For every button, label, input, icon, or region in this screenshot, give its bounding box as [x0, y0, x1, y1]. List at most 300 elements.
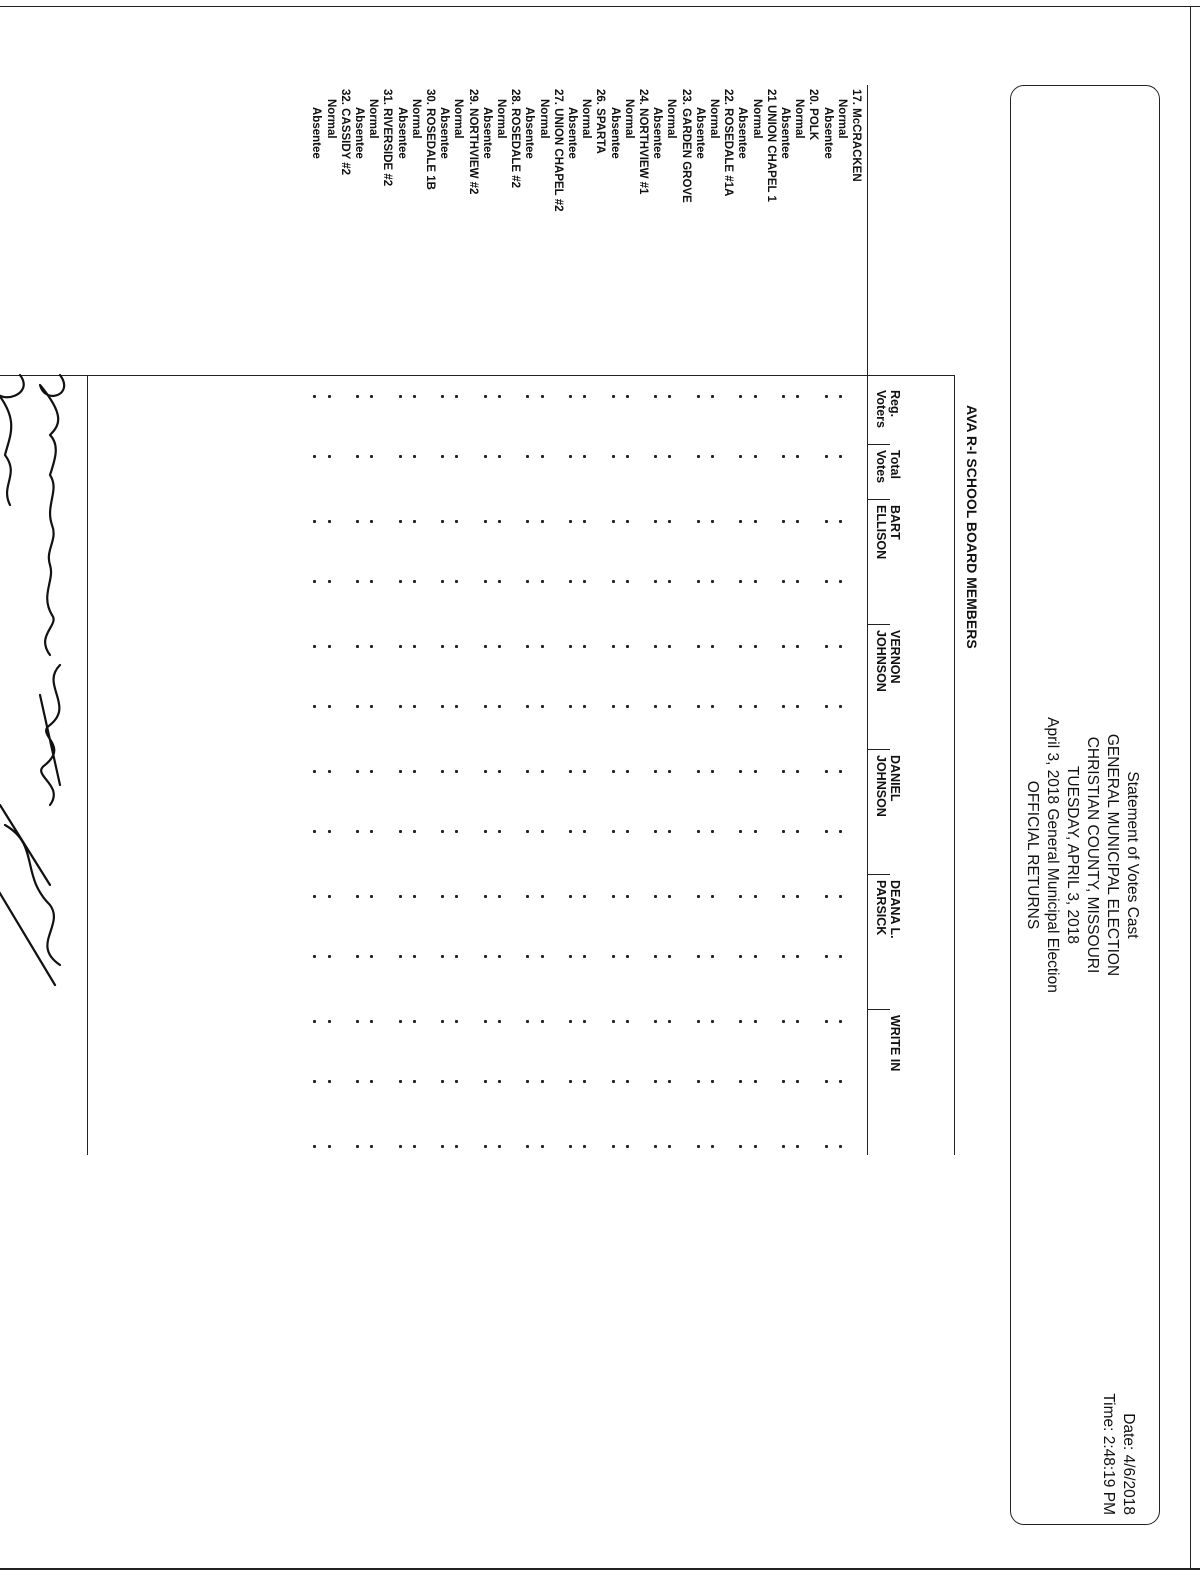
vote-dot	[413, 520, 416, 523]
vote-dot	[399, 1020, 402, 1023]
vote-dot	[668, 1080, 671, 1083]
vote-dot	[399, 580, 402, 583]
header-line: TUESDAY, APRIL 3, 2018	[1064, 765, 1081, 945]
vote-dot	[413, 770, 416, 773]
column-header-line1: BART	[888, 505, 902, 540]
vote-dot	[441, 830, 444, 833]
vote-dot	[413, 830, 416, 833]
column-header	[874, 630, 902, 692]
vote-dot	[782, 1145, 785, 1148]
vote-dot	[498, 1145, 501, 1148]
vote-dot	[328, 1145, 331, 1148]
vote-dot	[370, 895, 373, 898]
vote-dot	[313, 1080, 316, 1083]
vote-dot	[697, 955, 700, 958]
vote-dot	[825, 955, 828, 958]
vote-dot	[583, 520, 586, 523]
vote-dot	[839, 580, 842, 583]
vote-dot	[782, 580, 785, 583]
vote-dot	[583, 830, 586, 833]
vote-dot	[626, 645, 629, 648]
ballot-type-label: Absentee	[693, 107, 706, 159]
vote-dot	[711, 645, 714, 648]
vote-dot	[399, 955, 402, 958]
vote-dot	[754, 580, 757, 583]
vote-dot	[541, 1080, 544, 1083]
vote-dot	[356, 395, 359, 398]
vote-dot	[754, 455, 757, 458]
vote-dot	[413, 705, 416, 708]
vote-dot	[782, 1020, 785, 1023]
vote-dot	[612, 955, 615, 958]
vote-dot	[328, 1020, 331, 1023]
ballot-type-label: Normal	[537, 99, 550, 139]
vote-dot	[668, 1020, 671, 1023]
vote-dot	[356, 770, 359, 773]
vote-dot	[839, 395, 842, 398]
vote-dot	[782, 520, 785, 523]
vote-dot	[697, 1145, 700, 1148]
vote-dot	[839, 955, 842, 958]
column-header-line1: WRITE IN	[888, 1015, 902, 1072]
vote-dot	[455, 645, 458, 648]
vote-dot	[697, 830, 700, 833]
vote-dot	[612, 1020, 615, 1023]
vote-dot	[583, 455, 586, 458]
vote-dot	[484, 770, 487, 773]
vote-dot	[370, 580, 373, 583]
vote-dot	[754, 1080, 757, 1083]
vote-dot	[356, 455, 359, 458]
vote-dot	[754, 520, 757, 523]
vote-dot	[654, 645, 657, 648]
vote-dot	[399, 705, 402, 708]
vote-dot	[356, 955, 359, 958]
precinct-label: 31. RIVERSIDE #2	[381, 89, 394, 187]
column-header	[888, 1015, 902, 1071]
vote-dot	[455, 520, 458, 523]
vote-dot	[754, 955, 757, 958]
vote-dot	[654, 395, 657, 398]
table-bottom-rule	[87, 375, 88, 1155]
vote-dot	[754, 895, 757, 898]
vote-dot	[697, 520, 700, 523]
vote-dot	[441, 770, 444, 773]
vote-dot	[654, 1145, 657, 1148]
handwritten-signature-3	[0, 805, 60, 985]
vote-dot	[825, 770, 828, 773]
vote-dot	[612, 1145, 615, 1148]
vote-dot	[825, 1080, 828, 1083]
ballot-type-label: Normal	[409, 99, 422, 139]
scan-edge-top	[0, 6, 1200, 7]
vote-dot	[356, 580, 359, 583]
report-time: Time: 2:48:19 PM	[1100, 1393, 1117, 1515]
vote-dot	[441, 955, 444, 958]
vote-dot	[455, 895, 458, 898]
vote-dot	[796, 520, 799, 523]
vote-dot	[626, 580, 629, 583]
vote-dot	[697, 1020, 700, 1023]
vote-dot	[839, 770, 842, 773]
vote-dot	[839, 1020, 842, 1023]
vote-dot	[498, 395, 501, 398]
vote-dot	[796, 770, 799, 773]
vote-dot	[399, 895, 402, 898]
vote-dot	[697, 770, 700, 773]
vote-dot	[839, 520, 842, 523]
vote-dot	[313, 580, 316, 583]
vote-dot	[612, 455, 615, 458]
vote-dot	[313, 395, 316, 398]
vote-dot	[356, 895, 359, 898]
vote-dot	[399, 830, 402, 833]
vote-dot	[356, 1145, 359, 1148]
vote-dot	[583, 1020, 586, 1023]
vote-dot	[455, 770, 458, 773]
column-header	[874, 755, 902, 817]
vote-dot	[569, 455, 572, 458]
vote-dot	[370, 955, 373, 958]
vote-dot	[526, 895, 529, 898]
column-header-separator	[868, 1009, 890, 1010]
vote-dot	[739, 895, 742, 898]
vote-dot	[754, 395, 757, 398]
vote-dot	[825, 1145, 828, 1148]
rotated-report-page	[60, 85, 1160, 1515]
vote-dot	[370, 395, 373, 398]
vote-dot	[484, 580, 487, 583]
vote-dot	[484, 1020, 487, 1023]
vote-dot	[739, 520, 742, 523]
ballot-type-label: Absentee	[779, 107, 791, 159]
column-header-separator	[868, 624, 890, 625]
ballot-type-label: Absentee	[523, 107, 536, 159]
vote-dot	[668, 580, 671, 583]
precinct-label: 20. POLK	[807, 89, 820, 141]
vote-dot	[612, 830, 615, 833]
column-header-bottom-rule	[867, 85, 868, 1155]
scan-edge-bottom	[0, 1568, 1200, 1570]
vote-dot	[825, 830, 828, 833]
vote-dot	[541, 520, 544, 523]
handwritten-signature-1	[40, 375, 64, 655]
vote-dot	[569, 645, 572, 648]
ballot-type-label: Absentee	[310, 107, 323, 159]
vote-dot	[370, 770, 373, 773]
vote-dot	[370, 1020, 373, 1023]
vote-dot	[455, 830, 458, 833]
vote-dot	[313, 770, 316, 773]
vote-dot	[413, 1080, 416, 1083]
vote-dot	[484, 955, 487, 958]
vote-dot	[541, 770, 544, 773]
vote-dot	[313, 1020, 316, 1023]
vote-dot	[541, 395, 544, 398]
vote-dot	[796, 1080, 799, 1083]
column-header-line1: DEANA L.	[888, 880, 902, 939]
vote-dot	[328, 770, 331, 773]
vote-dot	[825, 645, 828, 648]
vote-dot	[754, 645, 757, 648]
vote-dot	[754, 1145, 757, 1148]
ballot-type-label: Normal	[495, 99, 507, 139]
vote-dot	[484, 645, 487, 648]
vote-dot	[583, 1145, 586, 1148]
vote-dot	[796, 645, 799, 648]
vote-dot	[711, 895, 714, 898]
vote-dot	[328, 830, 331, 833]
vote-dot	[328, 580, 331, 583]
vote-dot	[441, 520, 444, 523]
vote-dot	[370, 1145, 373, 1148]
ballot-type-label: Normal	[793, 99, 806, 139]
ballot-type-label: Absentee	[438, 107, 451, 159]
vote-dot	[313, 830, 316, 833]
vote-dot	[839, 705, 842, 708]
vote-dot	[796, 1020, 799, 1023]
vote-dot	[484, 520, 487, 523]
vote-dot	[825, 520, 828, 523]
header-line: April 3, 2018 General Municipal Election	[1044, 717, 1061, 993]
vote-dot	[711, 1020, 714, 1023]
vote-dot	[541, 955, 544, 958]
vote-dot	[654, 705, 657, 708]
vote-dot	[583, 395, 586, 398]
vote-dot	[541, 895, 544, 898]
ballot-type-label: Absentee	[651, 107, 664, 159]
vote-dot	[569, 1020, 572, 1023]
vote-dot	[796, 830, 799, 833]
vote-dot	[498, 955, 501, 958]
vote-dot	[782, 955, 785, 958]
vote-dot	[541, 580, 544, 583]
vote-dot	[526, 705, 529, 708]
vote-dot	[328, 705, 331, 708]
ballot-type-label: Normal	[580, 99, 593, 139]
vote-dot	[754, 1020, 757, 1023]
report-date: Date: 4/6/2018	[1120, 1413, 1137, 1515]
vote-dot	[455, 580, 458, 583]
vote-dot	[526, 1080, 529, 1083]
column-header-separator	[868, 749, 890, 750]
vote-dot	[612, 705, 615, 708]
vote-dot	[626, 895, 629, 898]
header-line: OFFICIAL RETURNS	[1024, 780, 1041, 930]
header-line: Statement of Votes Cast	[1124, 771, 1141, 939]
vote-dot	[526, 955, 529, 958]
vote-dot	[356, 645, 359, 648]
vote-dot	[441, 895, 444, 898]
vote-dot	[697, 705, 700, 708]
vote-dot	[612, 770, 615, 773]
vote-dot	[668, 1145, 671, 1148]
vote-dot	[668, 455, 671, 458]
vote-dot	[612, 895, 615, 898]
vote-dot	[370, 645, 373, 648]
vote-dot	[370, 455, 373, 458]
vote-dot	[498, 1020, 501, 1023]
vote-dot	[697, 895, 700, 898]
vote-dot	[612, 1080, 615, 1083]
vote-dot	[839, 455, 842, 458]
vote-dot	[313, 955, 316, 958]
column-header	[874, 880, 902, 939]
precinct-label: 32. CASSIDY #2	[338, 89, 351, 176]
vote-dot	[484, 1145, 487, 1148]
ballot-type-label: Absentee	[821, 107, 834, 159]
vote-dot	[626, 1020, 629, 1023]
column-header-line1: VERNON	[888, 630, 902, 684]
vote-dot	[825, 1020, 828, 1023]
vote-dot	[484, 895, 487, 898]
vote-dot	[413, 395, 416, 398]
vote-dot	[399, 395, 402, 398]
vote-dot	[413, 1020, 416, 1023]
vote-dot	[839, 645, 842, 648]
vote-dot	[313, 895, 316, 898]
precinct-label: 21 UNION CHAPEL 1	[764, 89, 777, 202]
vote-dot	[328, 395, 331, 398]
vote-dot	[782, 455, 785, 458]
precinct-label: 29. NORTHVIEW #2	[466, 89, 479, 195]
vote-dot	[739, 830, 742, 833]
vote-dot	[569, 895, 572, 898]
vote-dot	[569, 1145, 572, 1148]
vote-dot	[328, 645, 331, 648]
vote-dot	[583, 955, 586, 958]
ballot-type-label: Absentee	[395, 107, 408, 159]
vote-dot	[498, 830, 501, 833]
ballot-type-label: Normal	[750, 99, 763, 139]
vote-dot	[526, 580, 529, 583]
vote-dot	[583, 645, 586, 648]
vote-dot	[754, 830, 757, 833]
vote-dot	[626, 520, 629, 523]
vote-dot	[541, 705, 544, 708]
vote-dot	[583, 770, 586, 773]
vote-dot	[782, 395, 785, 398]
vote-dot	[541, 830, 544, 833]
vote-dot	[782, 1080, 785, 1083]
vote-dot	[541, 1020, 544, 1023]
vote-dot	[654, 520, 657, 523]
vote-dot	[569, 770, 572, 773]
vote-dot	[583, 580, 586, 583]
ballot-type-label: Absentee	[736, 107, 749, 159]
precinct-label: 30. ROSEDALE 1B	[424, 89, 436, 190]
vote-dot	[796, 895, 799, 898]
vote-dot	[441, 580, 444, 583]
vote-dot	[739, 770, 742, 773]
vote-dot	[356, 1020, 359, 1023]
vote-dot	[413, 955, 416, 958]
vote-dot	[711, 580, 714, 583]
vote-dot	[782, 895, 785, 898]
vote-dot	[697, 455, 700, 458]
ballot-type-label: Normal	[622, 99, 635, 139]
vote-dot	[739, 645, 742, 648]
vote-dot	[839, 1145, 842, 1148]
ballot-type-label: Absentee	[566, 107, 578, 159]
vote-dot	[739, 580, 742, 583]
vote-dot	[654, 455, 657, 458]
vote-dot	[825, 395, 828, 398]
precinct-label: 17. McCRACKEN	[850, 89, 862, 182]
vote-dot	[328, 1080, 331, 1083]
ballot-type-label: Absentee	[608, 107, 621, 159]
vote-dot	[328, 895, 331, 898]
ballot-type-label: Absentee	[480, 107, 493, 159]
vote-dot	[711, 705, 714, 708]
vote-dot	[455, 1080, 458, 1083]
vote-dot	[328, 955, 331, 958]
vote-dot	[654, 830, 657, 833]
column-header-line2: JOHNSON	[874, 630, 888, 692]
vote-dot	[612, 580, 615, 583]
vote-dot	[612, 520, 615, 523]
vote-dot	[711, 955, 714, 958]
vote-dot	[626, 955, 629, 958]
vote-dot	[356, 830, 359, 833]
vote-dot	[526, 1020, 529, 1023]
vote-dot	[441, 455, 444, 458]
vote-dot	[498, 1080, 501, 1083]
vote-dot	[455, 395, 458, 398]
vote-dot	[498, 520, 501, 523]
vote-dot	[370, 1080, 373, 1083]
vote-dot	[626, 1080, 629, 1083]
vote-dot	[583, 1080, 586, 1083]
scan-edge-right	[1190, 6, 1191, 1568]
vote-dot	[626, 1145, 629, 1148]
vote-dot	[356, 705, 359, 708]
vote-dot	[739, 705, 742, 708]
column-header-line2: Votes	[874, 450, 888, 484]
vote-dot	[739, 395, 742, 398]
vote-dot	[413, 580, 416, 583]
precinct-label: 28. ROSEDALE #2	[509, 89, 522, 189]
vote-dot	[526, 520, 529, 523]
vote-dot	[668, 395, 671, 398]
vote-dot	[739, 1020, 742, 1023]
column-header-separator	[868, 874, 890, 875]
vote-dot	[839, 830, 842, 833]
vote-dot	[569, 1080, 572, 1083]
vote-dot	[697, 1080, 700, 1083]
vote-dot	[612, 395, 615, 398]
vote-dot	[370, 705, 373, 708]
column-header-separator	[868, 499, 890, 500]
vote-dot	[569, 705, 572, 708]
vote-dot	[328, 455, 331, 458]
vote-dot	[739, 455, 742, 458]
vote-dot	[626, 395, 629, 398]
column-header-line2: Voters	[874, 390, 888, 428]
vote-dot	[455, 1020, 458, 1023]
vote-dot	[313, 455, 316, 458]
vote-dot	[413, 455, 416, 458]
vote-dot	[612, 645, 615, 648]
vote-dot	[526, 830, 529, 833]
vote-dot	[569, 395, 572, 398]
vote-dot	[782, 705, 785, 708]
precinct-label: 23. GARDEN GROVE	[679, 89, 692, 203]
vote-dot	[668, 770, 671, 773]
vote-dot	[484, 395, 487, 398]
vote-dot	[541, 645, 544, 648]
vote-dot	[399, 1145, 402, 1148]
